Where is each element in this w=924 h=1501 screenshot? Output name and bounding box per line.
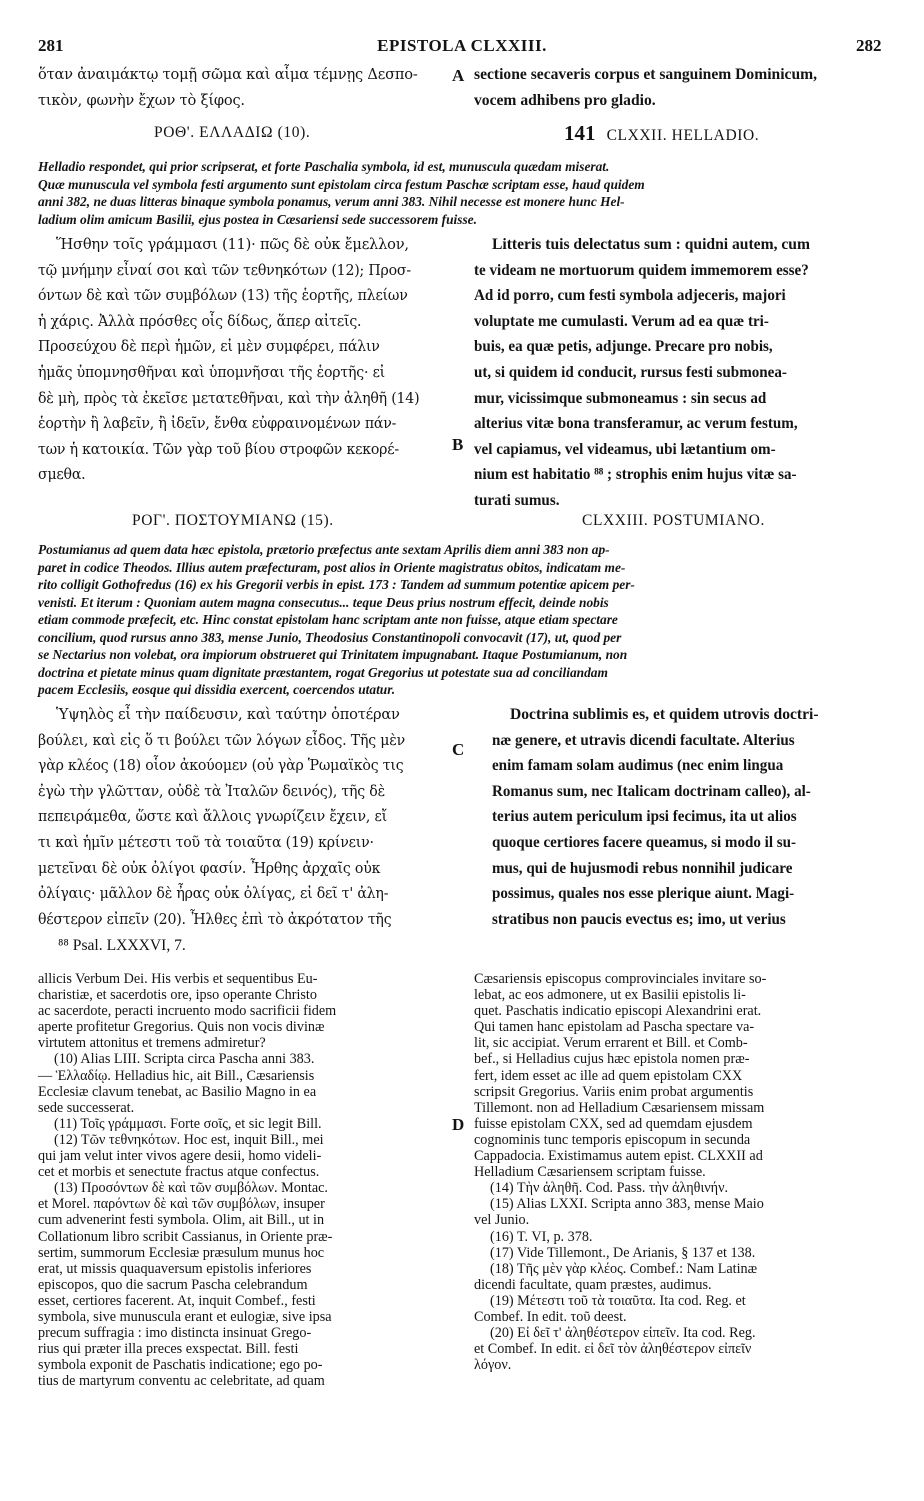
note-line: cum advenerint festi symbola. Olim, ait Bill., ut in bbox=[38, 1212, 325, 1229]
note-line: esset, certiores facerent. At, inquit Combef., festi bbox=[38, 1292, 316, 1309]
text-line: Ἥσθην τοῖς γράμμασι (11)· πῶς δὲ οὐκ ἔμελλον, bbox=[56, 236, 409, 253]
margin-letter-c: C bbox=[452, 740, 465, 759]
summary-line: se Nectarius non volebat, ora impiorum obstrueret qui Trinitatem impugnabant. Itaque Postumianum, non bbox=[38, 647, 628, 662]
margin-letter-b: B bbox=[452, 435, 464, 454]
note-line: episcopos, quo die sacrum Pascha celebrandum bbox=[38, 1276, 308, 1293]
note-line: fuisse epistolam CXX, sed ad quemdam ejusdem bbox=[474, 1115, 753, 1132]
summary-line: doctrina et pietate minus quam dignitate præstantem, rogat Gregorius ut potestate sua ad conciliandam bbox=[38, 664, 608, 680]
note-line: (15) Alias LXXI. Scripta anno 383, mense Maio bbox=[490, 1196, 764, 1213]
note-line: (19) Μέτεστι τοῦ τὰ τοιαῦτα. Ita cod. Reg. et bbox=[490, 1292, 746, 1309]
note-line: qui jam velut inter vivos agere desii, homo videli- bbox=[38, 1148, 322, 1165]
text-line: γὰρ κλέος (18) οἷον ἀκούομεν (οὐ γὰρ Ῥωμαϊκὸς τις bbox=[38, 757, 404, 775]
letter-141-greek-title: ΡΟΘ'. ΕΛΛΑΔΙΩ (10). bbox=[154, 124, 311, 141]
note-line: dicendi facultate, quam præstes, audimus. bbox=[474, 1276, 712, 1293]
text-line: Romanus sum, nec Italicam doctrinam calleo), al- bbox=[492, 782, 811, 800]
text-line: ἡμᾶς ὑπομνησθῆναι καὶ ὑπομνῆσαι τῆς ἑορτῆς· εἰ bbox=[38, 363, 386, 381]
margin-letter-d: D bbox=[452, 1115, 465, 1134]
note-line: et Combef. In edit. εἰ δεῖ τὸν ἀληθέστερον εἰπεῖν bbox=[474, 1341, 752, 1358]
text-line: voluptate me cumulasti. Verum ad ea quæ tri- bbox=[474, 312, 769, 330]
summary-line: anni 382, ne duas litteras binaque symbola ponamus, verum anni 383. Nihil necesse est monere hunc Hel- bbox=[38, 194, 625, 209]
text-line: ἐγὼ τὴν γλῶτταν, οὐδὲ τὰ Ἰταλῶν δεινός), τῆς δὲ bbox=[38, 782, 386, 800]
summary-line: etiam commode præfecit, etc. Hinc constat epistolam hanc scriptam ante non fuisse, atque etiam spectare bbox=[38, 612, 618, 627]
text-line: των ἡ κατοικία. Τῶν γὰρ τοῦ βίου στροφῶν κεκορέ- bbox=[38, 440, 399, 458]
note-line: lebat, ac eos admonere, ut ex Basilii epistolis li- bbox=[474, 987, 746, 1004]
summary-line: ladium olim amicum Basilii, ejus postea in Cæsariensi sede successorem fuisse. bbox=[38, 211, 477, 227]
summary-line: rito colligit Gothofredus (16) ex his Gregorii verbis in epist. 173 : Tandem ad summum potentiæ apicem per- bbox=[38, 577, 635, 592]
text-line: τῷ μνήμην εἶναί σοι καὶ τῶν τεθνηκότων (12); Προσ- bbox=[38, 261, 411, 279]
note-line: rius qui præter illa preces exspectat. Bill. festi bbox=[38, 1341, 299, 1358]
note-line: scripsit Gregorius. Variis enim probat argumentis bbox=[474, 1083, 754, 1100]
text-line: buis, ea quæ petis, adjunge. Precare pro nobis, bbox=[474, 338, 773, 356]
text-line: Ad id porro, cum festi symbola adjeceris, majori bbox=[474, 287, 786, 305]
summary-line: Helladio respondet, qui prior scripserat, et forte Paschalia symbola, id est, munuscula quædam miserat. bbox=[38, 159, 610, 174]
note-line: quet. Paschatis indicatio episcopi Alexandrini erat. bbox=[474, 1003, 762, 1020]
summary-line: concilium, quod rursus anno 383, mense Junio, Theodosius Constantinopoli convocavit (17), ut, quod per bbox=[38, 629, 622, 645]
note-line: tius de martyrum conventu ac celebritate, ad quam bbox=[38, 1373, 325, 1390]
note-line: (10) Alias LIII. Scripta circa Pascha anni 383. bbox=[54, 1051, 315, 1068]
note-line: Combef. In edit. τοῦ deest. bbox=[474, 1308, 627, 1325]
text-line: mur, vicissimque submoneamus : sin secus ad bbox=[474, 389, 767, 407]
summary-line: venisti. Et iterum : Quoniam autem magna consecutus... teque Deus prius nostrum effecit, deinde nobis bbox=[38, 594, 609, 610]
text-line: ut, si quidem id conducit, rursus festi submonea- bbox=[474, 363, 787, 381]
text-line: δὲ μὴ, πρὸς τὰ ἐκεῖσε μετατεθῆναι, καὶ τὴν ἀληθῆ (14) bbox=[38, 389, 420, 407]
note-line: (11) Τοῖς γράμμασι. Forte σοῖς, et sic legit Bill. bbox=[54, 1115, 322, 1132]
note-line: (17) Vide Tillemont., De Arianis, § 137 et 138. bbox=[490, 1244, 756, 1261]
note-line: Tillemont. non ad Helladium Cæsariensem missam bbox=[474, 1099, 765, 1116]
note-line: virtutem attonitus et tremens admiretur? bbox=[38, 1035, 266, 1052]
summary-line: pacem Ecclesiis, eosque qui dissidia exercent, coercendos utatur. bbox=[38, 682, 396, 697]
note-line: lit, sic accipiat. Verum errarent et Bill. et Comb- bbox=[474, 1035, 748, 1052]
note-line: charistiæ, et sacerdotis ore, ipso operante Christo bbox=[38, 987, 317, 1004]
note-line: Cappadocia. Existimamus autem epist. CLXXII ad bbox=[474, 1148, 763, 1165]
text-line: ἑορτὴν ἢ λαβεῖν, ἢ ἰδεῖν, ἔνθα εὐφραινομένων πάν- bbox=[38, 415, 397, 433]
note-line: (20) Εἰ δεῖ τ' ἀληθέστερον εἰπεῖν. Ita cod. Reg. bbox=[490, 1325, 756, 1342]
text-line: vocem adhibens pro gladio. bbox=[474, 91, 656, 109]
summary-line: paret in codice Theodos. Illius autem præfecturam, post alios in Oriente magistratus obitos, indicatam me- bbox=[38, 559, 626, 575]
footnote-psal: ⁸⁸ Psal. LXXXVI, 7. bbox=[58, 937, 186, 954]
running-title: EPISTOLA CLXXIII. bbox=[377, 36, 547, 55]
letter-142-latin-title: CLXXIII. POSTUMIANO. bbox=[582, 512, 765, 529]
text-line: possimus, quales nos esse plerique aiunt. Magi- bbox=[492, 885, 795, 903]
letter-141-latin-heading bbox=[564, 121, 759, 146]
letter-number: 141 bbox=[564, 121, 596, 145]
note-line: Ecclesiæ clavum tenebat, ac Basilio Magno in ea bbox=[38, 1083, 317, 1100]
note-line: sertim, summorum Ecclesiæ præsulum munus hoc bbox=[38, 1244, 325, 1261]
note-line: Helladium Cæsariensem scriptam fuisse. bbox=[474, 1164, 706, 1181]
top-latin-block bbox=[474, 62, 894, 113]
note-line: ac sacerdote, peracti incruento modo sacrificii fidem bbox=[38, 1003, 337, 1020]
note-line: (13) Προσόντων δὲ καὶ τῶν συμβόλων. Montac. bbox=[54, 1180, 328, 1197]
letter-141-latin-text bbox=[474, 232, 892, 514]
text-line: næ genere, et utravis dicendi facultate. Alterius bbox=[492, 731, 795, 749]
note-line: precum suffragia : imo distincta insinuat Grego- bbox=[38, 1325, 312, 1342]
text-line: stratibus non paucis evectus es; imo, ut verius bbox=[492, 910, 786, 928]
note-line: (16) T. VI, p. 378. bbox=[490, 1228, 593, 1245]
note-line: fert, idem esset ac ille ad quem epistolam CXX bbox=[474, 1067, 743, 1084]
text-line: τι καὶ ἡμῖν μέτεστι τοῦ τὰ τοιαῦτα (19) κρίνειν· bbox=[38, 833, 374, 851]
text-line: sectione secaveris corpus et sanguinem Dominicum, bbox=[474, 66, 818, 83]
text-line: quoque certiores facere queamus, si modo il su- bbox=[492, 833, 797, 851]
note-line: — Ἑλλαδίῳ. Helladius hic, ait Bill., Cæsariensis bbox=[38, 1067, 315, 1084]
note-line: (12) Τῶν τεθνηκότων. Hoc est, inquit Bill., mei bbox=[54, 1131, 324, 1148]
text-line: ὀλίγαις· μᾶλλον δὲ ἦρας οὐκ ὀλίγας, εἰ δεῖ τ' ἀλη- bbox=[38, 885, 389, 903]
text-line: Doctrina sublimis es, et quidem utrovis doctri- bbox=[510, 706, 819, 723]
text-line: enim famam solam audimus (nec enim lingua bbox=[492, 757, 784, 775]
text-line: vel capiamus, vel videamus, ubi lætantium om- bbox=[474, 440, 776, 458]
note-line: aperte profitetur Gregorius. Quis non vocis divinæ bbox=[38, 1019, 325, 1036]
note-line: (14) Τὴν ἀληθῆ. Cod. Pass. τὴν ἀληθινήν. bbox=[490, 1180, 729, 1197]
note-line: λόγον. bbox=[474, 1357, 512, 1374]
text-line: mus, qui de hujusmodi rebus nonnihil judicare bbox=[492, 859, 793, 877]
summary-line: Quæ munuscula vel symbola festi argumento sunt epistolam circa festum Paschæ scriptam esse, haud quidem bbox=[38, 176, 645, 192]
letter-141-greek-text bbox=[38, 232, 456, 488]
note-line: symbola, sive munuscula erant et eulogiæ, sive ipsa bbox=[38, 1308, 332, 1325]
text-line: τικὸν, φωνὴν ἔχων τὸ ξίφος. bbox=[38, 91, 245, 109]
note-line: bef., si Helladius cujus hæc epistola nomen præ- bbox=[474, 1051, 750, 1068]
text-line: te videam ne mortuorum quidem immemorem esse? bbox=[474, 261, 809, 279]
letter-142-summary bbox=[38, 541, 890, 699]
text-line: ὅταν ἀναιμάκτῳ τομῇ σῶμα καὶ αἷμα τέμνῃς Δεσπο- bbox=[38, 66, 418, 83]
note-line: symbola exponit de Paschatis indicatione; ego po- bbox=[38, 1357, 323, 1374]
text-line: θέστερον εἰπεῖν (20). Ἦλθες ἐπὶ τὸ ἀκρότατον τῆς bbox=[38, 910, 392, 928]
note-line: Collationum libro scribit Cassianus, in Oriente præ- bbox=[38, 1228, 333, 1245]
note-line: allicis Verbum Dei. His verbis et sequentibus Eu- bbox=[38, 971, 318, 987]
text-line: σμεθα. bbox=[38, 466, 86, 484]
text-line: μετεῖναι δὲ οὐκ ὀλίγοι φασίν. Ἦρθης ἀρχαῖς οὐκ bbox=[38, 859, 381, 877]
note-line: sede successerat. bbox=[38, 1099, 135, 1116]
letter-141-latin-title: CLXXII. HELLADIO. bbox=[606, 127, 760, 144]
text-line: terius autem periculum ipsi fecimus, ita ut alios bbox=[492, 808, 797, 826]
page-number-right: 282 bbox=[856, 36, 882, 55]
summary-line: Postumianus ad quem data hæc epistola, prætorio præfectus ante sextam Aprilis diem anni 383 non ap- bbox=[38, 542, 610, 557]
text-line: ἡ χάρις. Ἀλλὰ πρόσθες οἷς δίδως, ἅπερ αἰτεῖς. bbox=[38, 312, 362, 330]
text-line: πεπειράμεθα, ὥστε καὶ ἄλλοις γνωρίζειν ἔχειν, εἴ bbox=[38, 808, 387, 826]
letter-141-summary bbox=[38, 158, 890, 228]
note-line: et Morel. παρόντων δὲ καὶ τῶν συμβόλων, insuper bbox=[38, 1196, 325, 1213]
notes-left-column bbox=[38, 971, 458, 1389]
text-line: Προσεύχου δὲ περὶ ἡμῶν, εἰ μὲν συμφέρει, πάλιν bbox=[38, 338, 380, 356]
text-line: βούλει, καὶ εἰς ὅ τι βούλει τῶν λόγων εἶδος. Τῆς μὲν bbox=[38, 731, 405, 749]
page-number-left: 281 bbox=[38, 36, 64, 55]
top-greek-block bbox=[38, 62, 458, 113]
note-line: Qui tamen hanc epistolam ad Pascha spectare va- bbox=[474, 1019, 755, 1036]
letter-142-greek-title: ΡΟΓ'. ΠΟΣΤΟΥΜΙΑΝΩ (15). bbox=[132, 512, 334, 529]
text-line: όντων δὲ καὶ τῶν συμβόλων (13) τῆς ἑορτῆς, πλείων bbox=[38, 287, 408, 305]
text-line: alterius vitæ bona transferamur, ac verum festum, bbox=[474, 415, 798, 433]
note-line: Cæsariensis episcopus comprovinciales invitare so- bbox=[474, 971, 767, 987]
text-line: nium est habitatio ⁸⁸ ; strophis enim hujus vitæ sa- bbox=[474, 466, 797, 484]
text-line: turati sumus. bbox=[474, 491, 560, 509]
margin-letter-a: A bbox=[452, 66, 465, 85]
note-line: (18) Τῆς μὲν γὰρ κλέος. Combef.: Nam Latinæ bbox=[490, 1260, 758, 1277]
text-line: Ὑψηλὸς εἶ τὴν παίδευσιν, καὶ ταύτην ὁποτέραν bbox=[56, 706, 400, 723]
note-line: vel Junio. bbox=[474, 1212, 530, 1229]
note-line: erat, ut missis quaquaversum epistolis inferiores bbox=[38, 1260, 312, 1277]
letter-142-greek-text bbox=[38, 702, 456, 932]
note-line: cognominis tunc temporis episcopum in secunda bbox=[474, 1131, 751, 1148]
notes-right-column bbox=[474, 971, 894, 1373]
text-line: Litteris tuis delectatus sum : quidni autem, cum bbox=[492, 236, 810, 253]
letter-142-latin-text bbox=[492, 702, 900, 932]
note-line: cet et morbis et senectute fractus atque confectus. bbox=[38, 1164, 320, 1181]
